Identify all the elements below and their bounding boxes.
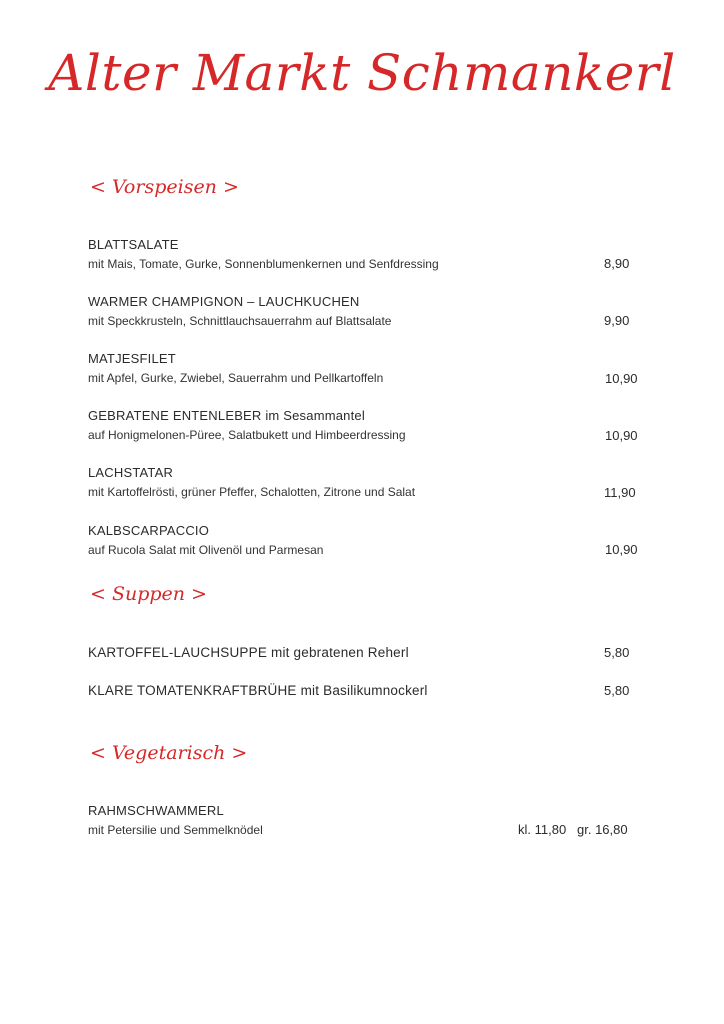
item-name: BLATTSALATE [88, 237, 179, 252]
section-heading-suppen: < Suppen > [90, 583, 207, 605]
item-name: RAHMSCHWAMMERL [88, 803, 224, 818]
menu-item [88, 237, 648, 271]
item-description: mit Kartoffelrösti, grüner Pfeffer, Schalotten, Zitrone und Salat [88, 485, 416, 499]
item-description: mit Apfel, Gurke, Zwiebel, Sauerrahm und Pellkartoffeln [88, 371, 384, 385]
item-name: LACHSTATAR [88, 465, 174, 480]
menu-item [88, 408, 648, 442]
item-description: auf Honigmelonen-Püree, Salatbukett und Himbeerdressing [88, 428, 406, 442]
item-price: 10,90 [605, 542, 638, 557]
item-name: GEBRATENE ENTENLEBER im Sesammantel [88, 408, 365, 423]
item-name: KARTOFFEL-LAUCHSUPPE mit gebratenen Reherl [88, 645, 409, 660]
item-description: mit Mais, Tomate, Gurke, Sonnenblumenkernen und Senfdressing [88, 257, 439, 271]
item-name: KALBSCARPACCIO [88, 523, 210, 538]
item-price: 11,90 [604, 485, 636, 500]
item-name: MATJESFILET [88, 351, 176, 366]
item-price: 5,80 [604, 683, 630, 698]
menu-item [88, 465, 648, 499]
item-price: 10,90 [605, 428, 638, 443]
menu-item [88, 645, 648, 660]
item-price: 9,90 [604, 313, 630, 328]
menu-item [88, 523, 648, 557]
item-price: 10,90 [605, 371, 638, 386]
item-name: WARMER CHAMPIGNON – LAUCHKUCHEN [88, 294, 360, 309]
section-heading-vegetarisch: < Vegetarisch > [90, 742, 248, 764]
item-name: KLARE TOMATENKRAFTBRÜHE mit Basilikumnockerl [88, 683, 428, 698]
menu-item [88, 351, 648, 385]
section-heading-vorspeisen: < Vorspeisen > [90, 176, 239, 198]
menu-title: Alter Markt Schmankerl [48, 44, 676, 102]
item-description: auf Rucola Salat mit Olivenöl und Parmesan [88, 543, 324, 557]
item-description: mit Speckkrusteln, Schnittlauchsauerrahm auf Blattsalate [88, 314, 392, 328]
item-price: 5,80 [604, 645, 630, 660]
item-price: 8,90 [604, 256, 630, 271]
item-price: kl. 11,80 gr. 16,80 [518, 822, 628, 837]
menu-item [88, 683, 648, 698]
menu-item [88, 294, 648, 328]
item-description: mit Petersilie und Semmelknödel [88, 823, 263, 837]
